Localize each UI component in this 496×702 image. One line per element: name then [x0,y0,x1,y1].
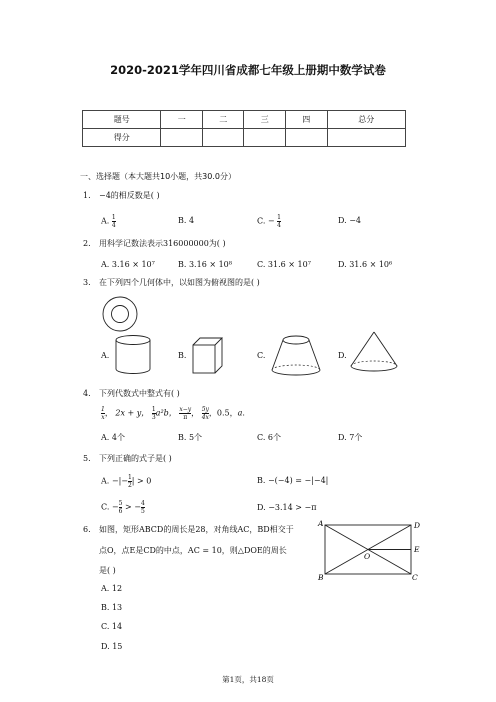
option-c: C. 14 [101,622,123,631]
option-b: B. −(−4) = −|−4| [257,476,329,485]
option-label: C. − [257,216,275,226]
question-6-line-1 [83,524,294,535]
rectangle-figure [315,518,420,582]
option-c: C. 6个 [257,433,282,442]
question-6-line-3: 是( ) [99,566,116,575]
numerator: 5 [118,500,123,507]
option-a: A. 12 [101,584,123,593]
label-o: O [364,552,371,561]
cylinder-figure [113,334,153,376]
question-text: 如图，矩形ABCD的周长是28，对角线AC，BD相交于 [99,525,294,534]
label-c: C [412,573,418,582]
question-2 [83,238,226,249]
denominator: 4x [201,414,209,421]
question-number: 6. [83,525,91,534]
option-b: B. 3.16 × 10⁸ [178,260,232,269]
option-d: D. 15 [101,642,123,651]
table-cell: 三 [244,111,286,129]
option-a: A. −|− $\frac{1}{2}$ | > 0 [101,474,152,489]
label-b: B [318,573,324,582]
option-d: D. −4 [338,216,362,225]
question-number: 2. [83,239,91,248]
table-cell [285,129,327,147]
numerator: 1 [277,214,281,221]
table-cell [327,129,406,147]
page-title: 2020-2021学年四川省成都七年级上册期中数学试卷 [110,63,386,77]
numerator: 4 [140,500,145,507]
question-6-line-2: 点O，点E是CD的中点，AC = 10，则△DOE的周长 [99,546,287,555]
question-5 [83,453,172,464]
question-number: 5. [83,454,91,463]
question-text: −4的相反数是( ) [99,191,160,200]
table-cell: 一 [161,111,203,129]
label-a: A [318,519,324,528]
denominator: 5 [140,508,145,515]
frustum-figure [268,334,324,378]
option-d: D. [338,351,347,360]
label-d: D [414,521,420,530]
expression-list: $\frac{1}{x}$ ， 2x + y， $\frac{1}{3}$ a²b， $\frac{x-y}{\pi}$ ， $\frac{5y}{4x}$ ，0.5，a. [101,406,245,421]
question-number: 1. [83,191,91,200]
option-b: B. 13 [101,603,123,612]
question-number: 3. [83,278,91,287]
option-c: C. 31.6 × 10⁷ [257,260,311,269]
fraction [141,500,145,515]
option-label: A. [101,216,110,226]
numerator: 1 [127,474,132,481]
table-cell: 总分 [327,111,406,129]
denominator: x [101,414,105,421]
option-c: C. [257,351,266,360]
option-d: D. 7个 [338,433,363,442]
table-cell [244,129,286,147]
term: a²b， [155,408,177,418]
option-d: D. −3.14 > −π [257,503,317,512]
option-b: B. [178,351,187,360]
cube-figure [190,336,224,376]
numerator: 1 [101,406,105,413]
label-e: E [414,545,420,554]
fraction [277,214,281,229]
term: 2x + y， [115,408,150,418]
fraction [119,500,123,515]
question-text: 下列正确的式子是( ) [99,454,172,463]
denominator: 6 [118,508,123,515]
table-cell: 得分 [83,129,161,147]
top-view-figure [100,294,140,334]
question-text: 下列代数式中整式有( ) [99,389,180,398]
table-cell: 四 [285,111,327,129]
numerator: x−y [179,406,192,413]
table-row [83,111,406,129]
fraction [179,406,191,421]
denominator: 3 [151,414,156,421]
option-b: B. 5个 [178,433,203,442]
option-d: D. 31.6 × 10⁶ [338,260,393,269]
score-table [82,110,406,147]
option-a: A. 4个 [101,433,125,442]
term: a [237,408,243,418]
option-b: B. 4 [178,216,195,225]
denominator: 2 [127,482,132,489]
table-cell: 二 [202,111,244,129]
fraction [101,406,105,421]
table-cell [161,129,203,147]
numerator: 5y [201,406,209,413]
question-3 [83,277,260,288]
option-a [101,214,116,229]
table-cell: 题号 [83,111,161,129]
fraction [128,474,132,489]
question-text: 用科学记数法表示316000000为( ) [99,239,226,248]
denominator: 4 [111,222,116,229]
question-number: 4. [83,389,91,398]
option-a: A. [101,351,110,360]
question-text: 在下列四个几何体中，以如图为俯视图的是( ) [99,278,260,287]
table-row [83,129,406,147]
cone-figure [348,330,400,376]
numerator: 1 [151,406,156,413]
table-cell [202,129,244,147]
question-1 [83,190,160,201]
numerator: 1 [111,214,116,221]
option-a: A. 3.16 × 10⁷ [101,260,155,269]
fraction [112,214,116,229]
denominator: π [183,414,188,421]
option-c [257,214,281,229]
denominator: 4 [277,222,281,229]
option-c: C. − $\frac{5}{6}$ > − $\frac{4}{5}$ [101,500,145,515]
question-4 [83,388,180,399]
section-heading: 一、选择题（本大题共10小题，共30.0分） [80,172,236,181]
page-footer: 第1页，共18页 [222,675,274,684]
fraction [202,406,209,421]
